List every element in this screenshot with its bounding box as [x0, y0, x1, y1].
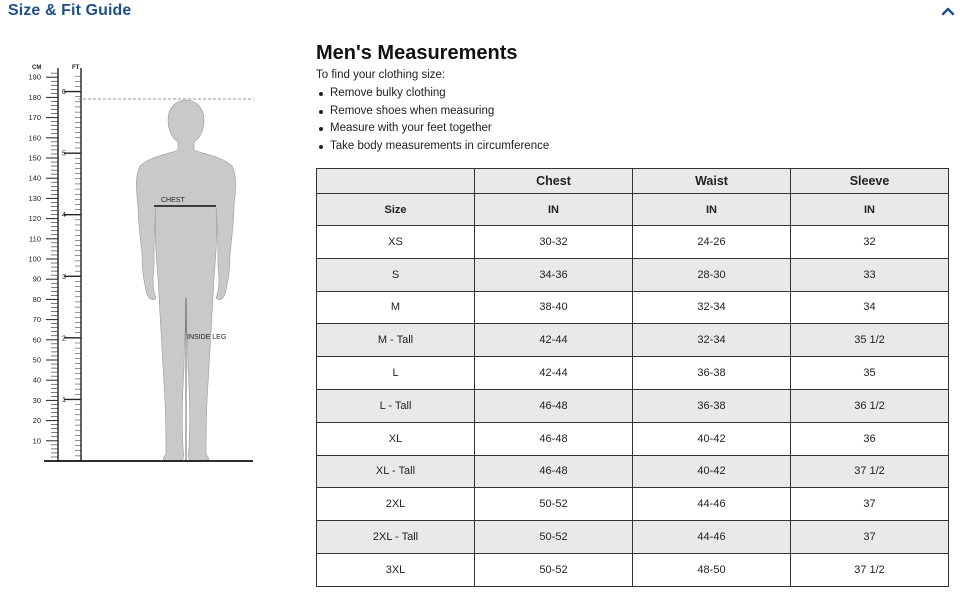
cm-tick-label: 80: [32, 294, 41, 304]
value-cell: 46-48: [475, 422, 633, 455]
table-row: [317, 553, 949, 586]
header-cell: [317, 169, 475, 194]
tip-item: Remove shoes when measuring: [316, 103, 549, 121]
ft-tick-label: 6: [61, 87, 67, 97]
measurements-title: Men's Measurements: [316, 42, 518, 64]
value-cell: 37: [791, 488, 949, 521]
value-cell: 35 1/2: [791, 324, 949, 357]
ft-tick-label: 5: [61, 148, 67, 158]
size-cell: XS: [317, 226, 475, 259]
table-row: [317, 389, 949, 422]
value-cell: 34-36: [475, 258, 633, 291]
cm-label: CM: [32, 65, 42, 71]
value-cell: 42-44: [475, 357, 633, 390]
measurements-intro: To find your clothing size:: [316, 69, 446, 81]
tip-item: Remove bulky clothing: [316, 85, 549, 103]
cm-tick-label: 10: [32, 436, 41, 446]
size-cell: L - Tall: [317, 389, 475, 422]
table-row: [317, 226, 949, 259]
value-cell: 37 1/2: [791, 455, 949, 488]
table-row: [317, 455, 949, 488]
size-chart-table: [316, 168, 949, 587]
subheader-cell: IN: [633, 194, 791, 226]
cm-tick-label: 110: [29, 234, 41, 244]
ft-tick-label: 4: [61, 210, 67, 220]
tip-item: Measure with your feet together: [316, 120, 549, 138]
tip-item: Take body measurements in circumference: [316, 138, 549, 156]
table-row: [317, 324, 949, 357]
ft-tick-label: 3: [61, 271, 67, 281]
ft-tick-label: 2: [61, 333, 67, 343]
size-cell: 3XL: [317, 553, 475, 586]
table-row: [317, 488, 949, 521]
value-cell: 33: [791, 258, 949, 291]
value-cell: 44-46: [633, 488, 791, 521]
cm-tick-label: 170: [28, 113, 41, 123]
cm-tick-label: 30: [32, 395, 41, 405]
value-cell: 30-32: [475, 226, 633, 259]
chevron-up-icon[interactable]: [940, 3, 956, 19]
value-cell: 46-48: [475, 389, 633, 422]
header-cell: Sleeve: [791, 169, 949, 194]
cm-tick-label: 50: [32, 355, 41, 365]
cm-tick-label: 150: [28, 153, 41, 163]
value-cell: 40-42: [633, 455, 791, 488]
size-cell: S: [317, 258, 475, 291]
table-row: [317, 521, 949, 554]
body-measurement-figure: [20, 58, 260, 468]
table-header-row: [317, 169, 949, 194]
section-title: Size & Fit Guide: [8, 2, 132, 19]
value-cell: 40-42: [633, 422, 791, 455]
header-cell: Chest: [475, 169, 633, 194]
value-cell: 46-48: [475, 455, 633, 488]
height-ruler: [28, 68, 81, 461]
value-cell: 48-50: [633, 553, 791, 586]
cm-tick-label: 130: [28, 193, 41, 203]
size-cell: M: [317, 291, 475, 324]
cm-tick-label: 160: [28, 133, 41, 143]
value-cell: 50-52: [475, 521, 633, 554]
measuring-tips: [316, 85, 549, 155]
size-cell: 2XL: [317, 488, 475, 521]
value-cell: 36 1/2: [791, 389, 949, 422]
value-cell: 24-26: [633, 226, 791, 259]
cm-tick-label: 90: [32, 274, 41, 284]
size-cell: XL: [317, 422, 475, 455]
table-row: [317, 291, 949, 324]
value-cell: 32-34: [633, 291, 791, 324]
value-cell: 36-38: [633, 357, 791, 390]
value-cell: 50-52: [475, 553, 633, 586]
value-cell: 32-34: [633, 324, 791, 357]
value-cell: 37: [791, 521, 949, 554]
inside-leg-label: INSIDE LEG: [187, 334, 227, 341]
cm-tick-label: 140: [28, 173, 41, 183]
value-cell: 28-30: [633, 258, 791, 291]
value-cell: 42-44: [475, 324, 633, 357]
cm-tick-label: 40: [32, 375, 41, 385]
size-cell: 2XL - Tall: [317, 521, 475, 554]
ft-label: FT: [72, 65, 80, 71]
subheader-cell: Size: [317, 194, 475, 226]
value-cell: 32: [791, 226, 949, 259]
subheader-cell: IN: [791, 194, 949, 226]
cm-tick-label: 100: [28, 254, 41, 264]
table-row: [317, 422, 949, 455]
cm-tick-label: 180: [28, 92, 41, 102]
ft-tick-label: 1: [61, 394, 67, 404]
subheader-cell: IN: [475, 194, 633, 226]
size-fit-header[interactable]: [0, 0, 960, 26]
chest-label: CHEST: [161, 197, 185, 204]
cm-tick-label: 70: [32, 315, 41, 325]
value-cell: 35: [791, 357, 949, 390]
cm-tick-label: 60: [32, 335, 41, 345]
table-row: [317, 357, 949, 390]
cm-tick-label: 120: [28, 214, 41, 224]
value-cell: 44-46: [633, 521, 791, 554]
table-subheader-row: [317, 194, 949, 226]
value-cell: 37 1/2: [791, 553, 949, 586]
value-cell: 36-38: [633, 389, 791, 422]
value-cell: 38-40: [475, 291, 633, 324]
table-row: [317, 258, 949, 291]
cm-tick-label: 190: [28, 72, 41, 82]
size-cell: M - Tall: [317, 324, 475, 357]
size-cell: L: [317, 357, 475, 390]
value-cell: 50-52: [475, 488, 633, 521]
cm-tick-label: 20: [32, 416, 41, 426]
value-cell: 36: [791, 422, 949, 455]
size-cell: XL - Tall: [317, 455, 475, 488]
value-cell: 34: [791, 291, 949, 324]
header-cell: Waist: [633, 169, 791, 194]
